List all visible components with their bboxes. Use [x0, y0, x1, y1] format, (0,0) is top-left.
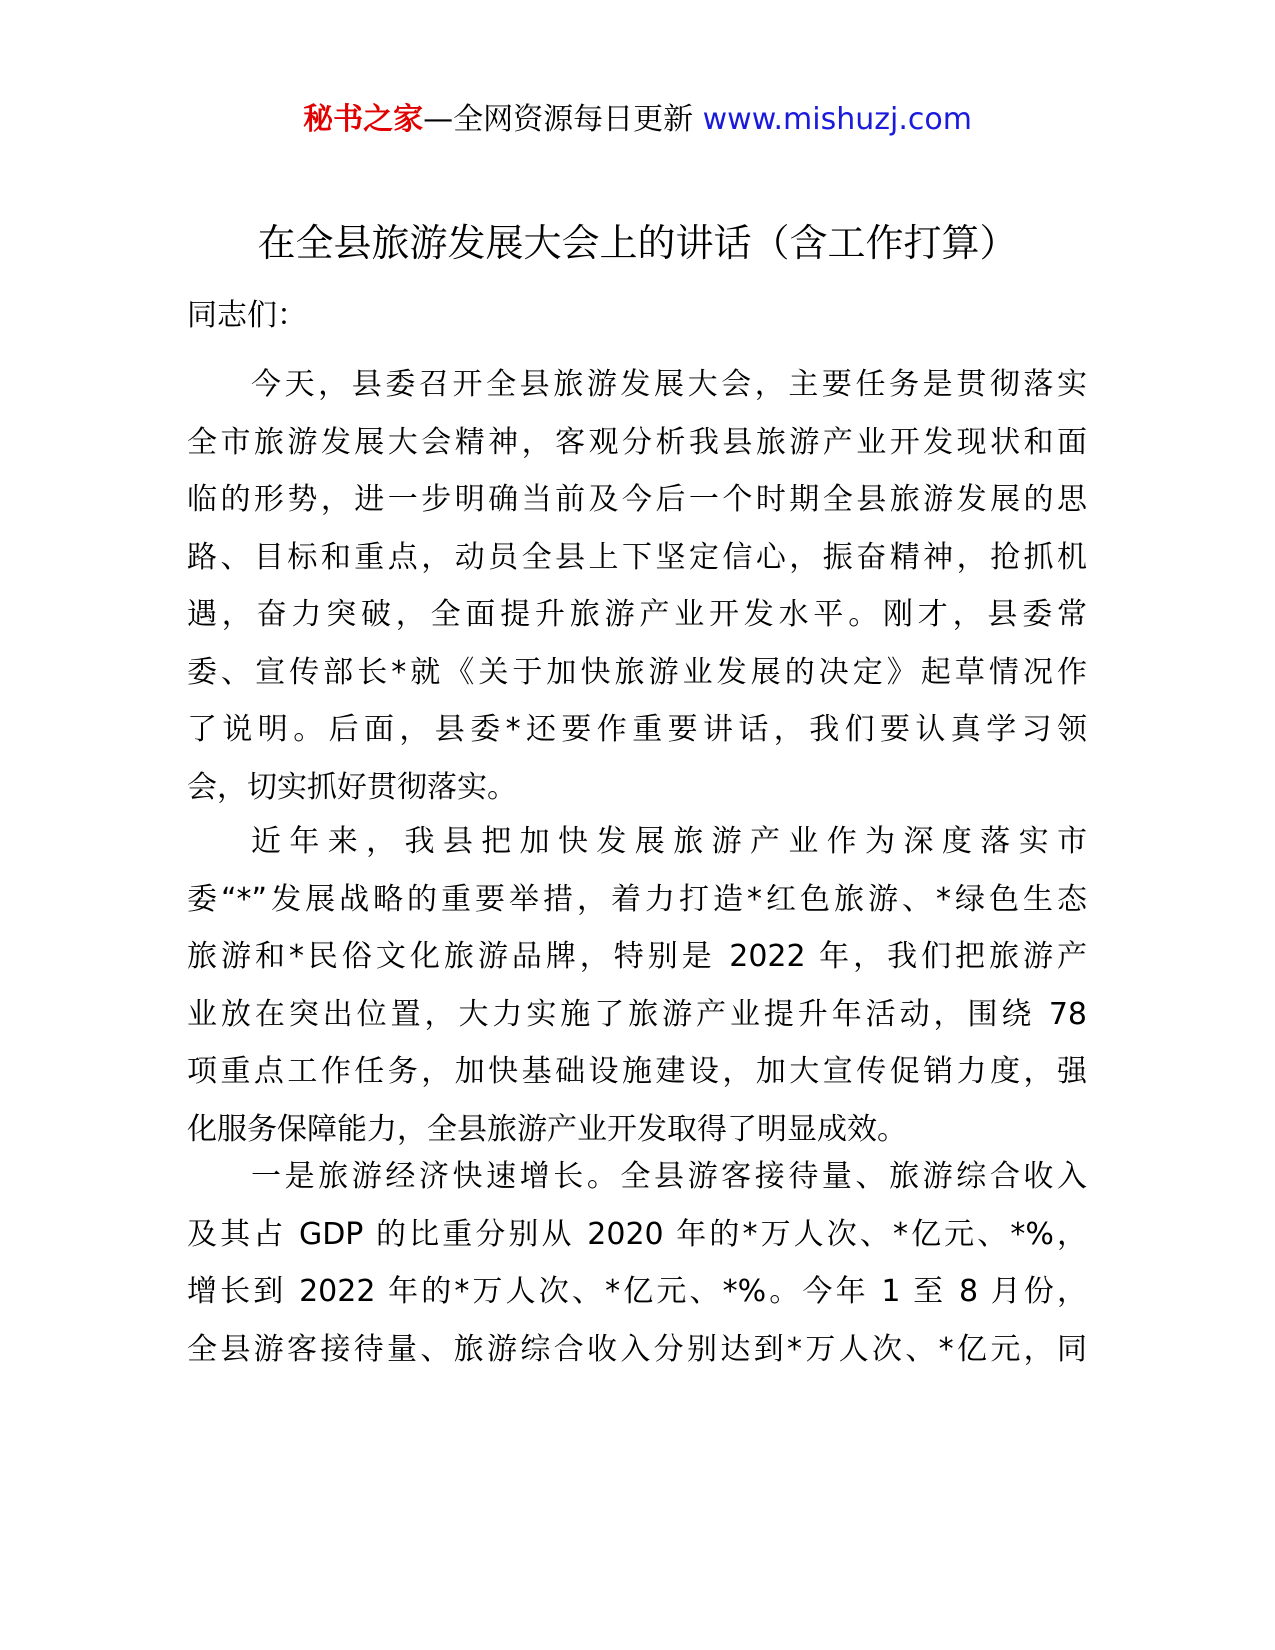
paragraph-line: 临的形势，进一步明确当前及今后一个时期全县旅游发展的思 [187, 482, 1087, 517]
paragraph-3 [187, 1148, 1087, 1378]
paragraph-line: 会，切实抓好贯彻落实。 [187, 769, 517, 805]
paragraph-line: 遇，奋力突破，全面提升旅游产业开发水平。刚才，县委常 [187, 597, 1087, 632]
paragraph-line: 委“*”发展战略的重要举措，着力打造*红色旅游、*绿色生态 [187, 881, 1087, 917]
paragraph-line: 近年来，我县把加快发展旅游产业作为深度落实市 [251, 824, 1087, 859]
watermark-header [0, 100, 1275, 140]
paragraph-line: 增长到 2022 年的*万人次、*亿元、*%。今年 1 至 8 月份， [187, 1274, 1087, 1309]
paragraph-line: 旅游和*民俗文化旅游品牌，特别是 2022 年，我们把旅游产 [187, 939, 1087, 974]
paragraph-line: 今天，县委召开全县旅游发展大会，主要任务是贯彻落实 [251, 367, 1087, 402]
paragraph-line: 路、目标和重点，动员全县上下坚定信心，振奋精神，抢抓机 [187, 539, 1087, 575]
header-slogan: —全网资源每日更新 [423, 102, 694, 137]
paragraph-line: 全市旅游发展大会精神，客观分析我县旅游产业开发现状和面 [187, 424, 1087, 460]
paragraph-line: 业放在突出位置，大力实施了旅游产业提升年活动，围绕 78 [187, 996, 1087, 1032]
paragraph-2 [187, 813, 1087, 1158]
document-title: 在全县旅游发展大会上的讲话（含工作打算） [257, 221, 1018, 265]
paragraph-line: 一是旅游经济快速增长。全县游客接待量、旅游综合收入 [251, 1159, 1087, 1194]
paragraph-line: 委、宣传部长*就《关于加快旅游业发展的决定》起草情况作 [187, 654, 1087, 690]
salutation: 同志们： [187, 298, 307, 333]
paragraph-1 [187, 356, 1087, 816]
paragraph-line: 项重点工作任务，加快基础设施建设，加大宣传促销力度，强 [187, 1054, 1087, 1089]
paragraph-line: 了说明。后面，县委*还要作重要讲话，我们要认真学习领 [187, 712, 1087, 747]
paragraph-line: 及其占 GDP 的比重分别从 2020 年的*万人次、*亿元、*%， [187, 1216, 1087, 1252]
header-url-link[interactable]: www.mishuzj.com [702, 102, 972, 137]
paragraph-line: 化服务保障能力，全县旅游产业开发取得了明显成效。 [187, 1111, 907, 1147]
header-brand: 秘书之家 [303, 102, 424, 137]
paragraph-line: 全县游客接待量、旅游综合收入分别达到*万人次、*亿元，同 [187, 1331, 1087, 1367]
